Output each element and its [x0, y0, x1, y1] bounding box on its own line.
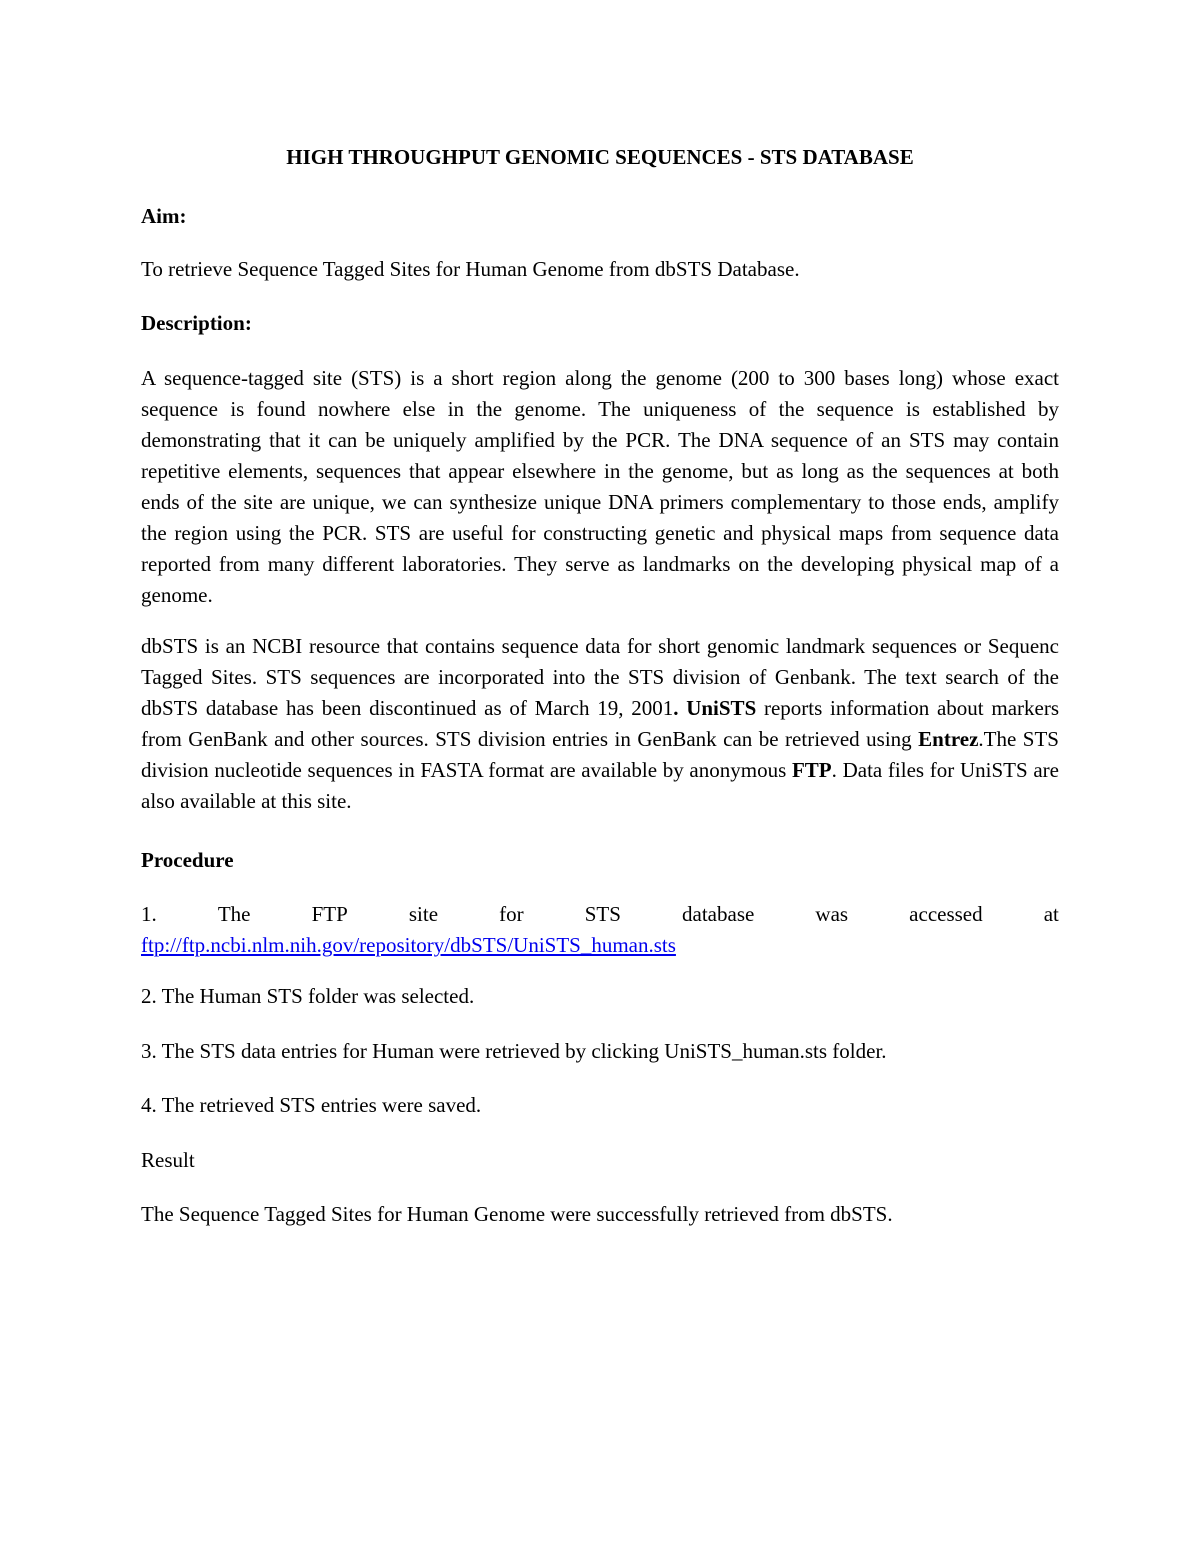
step-1-word: 1.	[141, 902, 157, 926]
procedure-step-3: 3. The STS data entries for Human were retrieved by clicking UniSTS_human.sts folder.	[141, 1039, 887, 1063]
step-1-word: site	[408, 902, 439, 926]
step-1-word: database	[682, 902, 755, 926]
description-paragraph-2	[141, 631, 1059, 817]
aim-text: To retrieve Sequence Tagged Sites for Human Genome from dbSTS Database.	[141, 257, 800, 281]
page-title: HIGH THROUGHPUT GENOMIC SEQUENCES - STS DATABASE	[286, 145, 914, 169]
description-paragraph-1: A sequence-tagged site (STS) is a short region along the genome (200 to 300 bases long) whose exact sequence is found nowhere else in the genome. The uniqueness of the sequence is established by demonstrating that it can be uniquely amplified by the PCR. The DNA sequence of an STS may contain repetitive elements, sequences that appear elsewhere in the genome, but as long as the sequences at both ends of the site are unique, we can synthesize unique DNA primers complementary to those ends, amplify the region using the PCR. STS are useful for constructing genetic and physical maps from sequence data reported from many different laboratories. They serve as landmarks on the developing physical map of a genome.	[141, 366, 1059, 607]
step-1-word: FTP	[311, 902, 348, 926]
step-1-word: at	[1043, 902, 1059, 926]
ftp-link[interactable]: ftp://ftp.ncbi.nlm.nih.gov/repository/dbSTS/UniSTS_human.sts	[141, 933, 676, 957]
step-1-line	[141, 899, 1059, 930]
description-p2-text-a: dbSTS is an NCBI resource that contains sequence data for short genomic landmark sequences or Sequenc Tagged Sites. STS sequences are incorporated into the STS division of Genbank. The text search of the dbSTS database has been discontinued as of March 19, 2001	[141, 634, 1059, 720]
step-1-word: for	[499, 902, 524, 926]
entrez-bold: Entrez	[918, 727, 979, 751]
procedure-step-2: 2. The Human STS folder was selected.	[141, 984, 475, 1008]
procedure-heading: Procedure	[141, 848, 234, 872]
description-p2-text-g: . Data files for UniSTS are also available at this site.	[141, 758, 1059, 813]
unists-bold: . UniSTS	[673, 696, 757, 720]
step-1-word: STS	[584, 902, 621, 926]
aim-heading: Aim:	[141, 204, 187, 228]
description-p2-text-c: reports information about markers from GenBank and other sources. STS division entries in GenBank can be retrieved using	[141, 696, 1059, 751]
step-1-word: accessed	[909, 902, 983, 926]
ftp-bold: FTP	[791, 758, 832, 782]
step-1-word: The	[217, 902, 251, 926]
result-heading: Result	[141, 1148, 195, 1172]
step-1-word: was	[815, 902, 849, 926]
description-heading: Description:	[141, 311, 252, 335]
result-text: The Sequence Tagged Sites for Human Genome were successfully retrieved from dbSTS.	[141, 1202, 893, 1226]
procedure-step-4: 4. The retrieved STS entries were saved.	[141, 1093, 482, 1117]
procedure-step-1	[141, 899, 1059, 961]
description-p2-text-e: .The STS division nucleotide sequences in FASTA format are available by anonymous	[141, 727, 1059, 782]
